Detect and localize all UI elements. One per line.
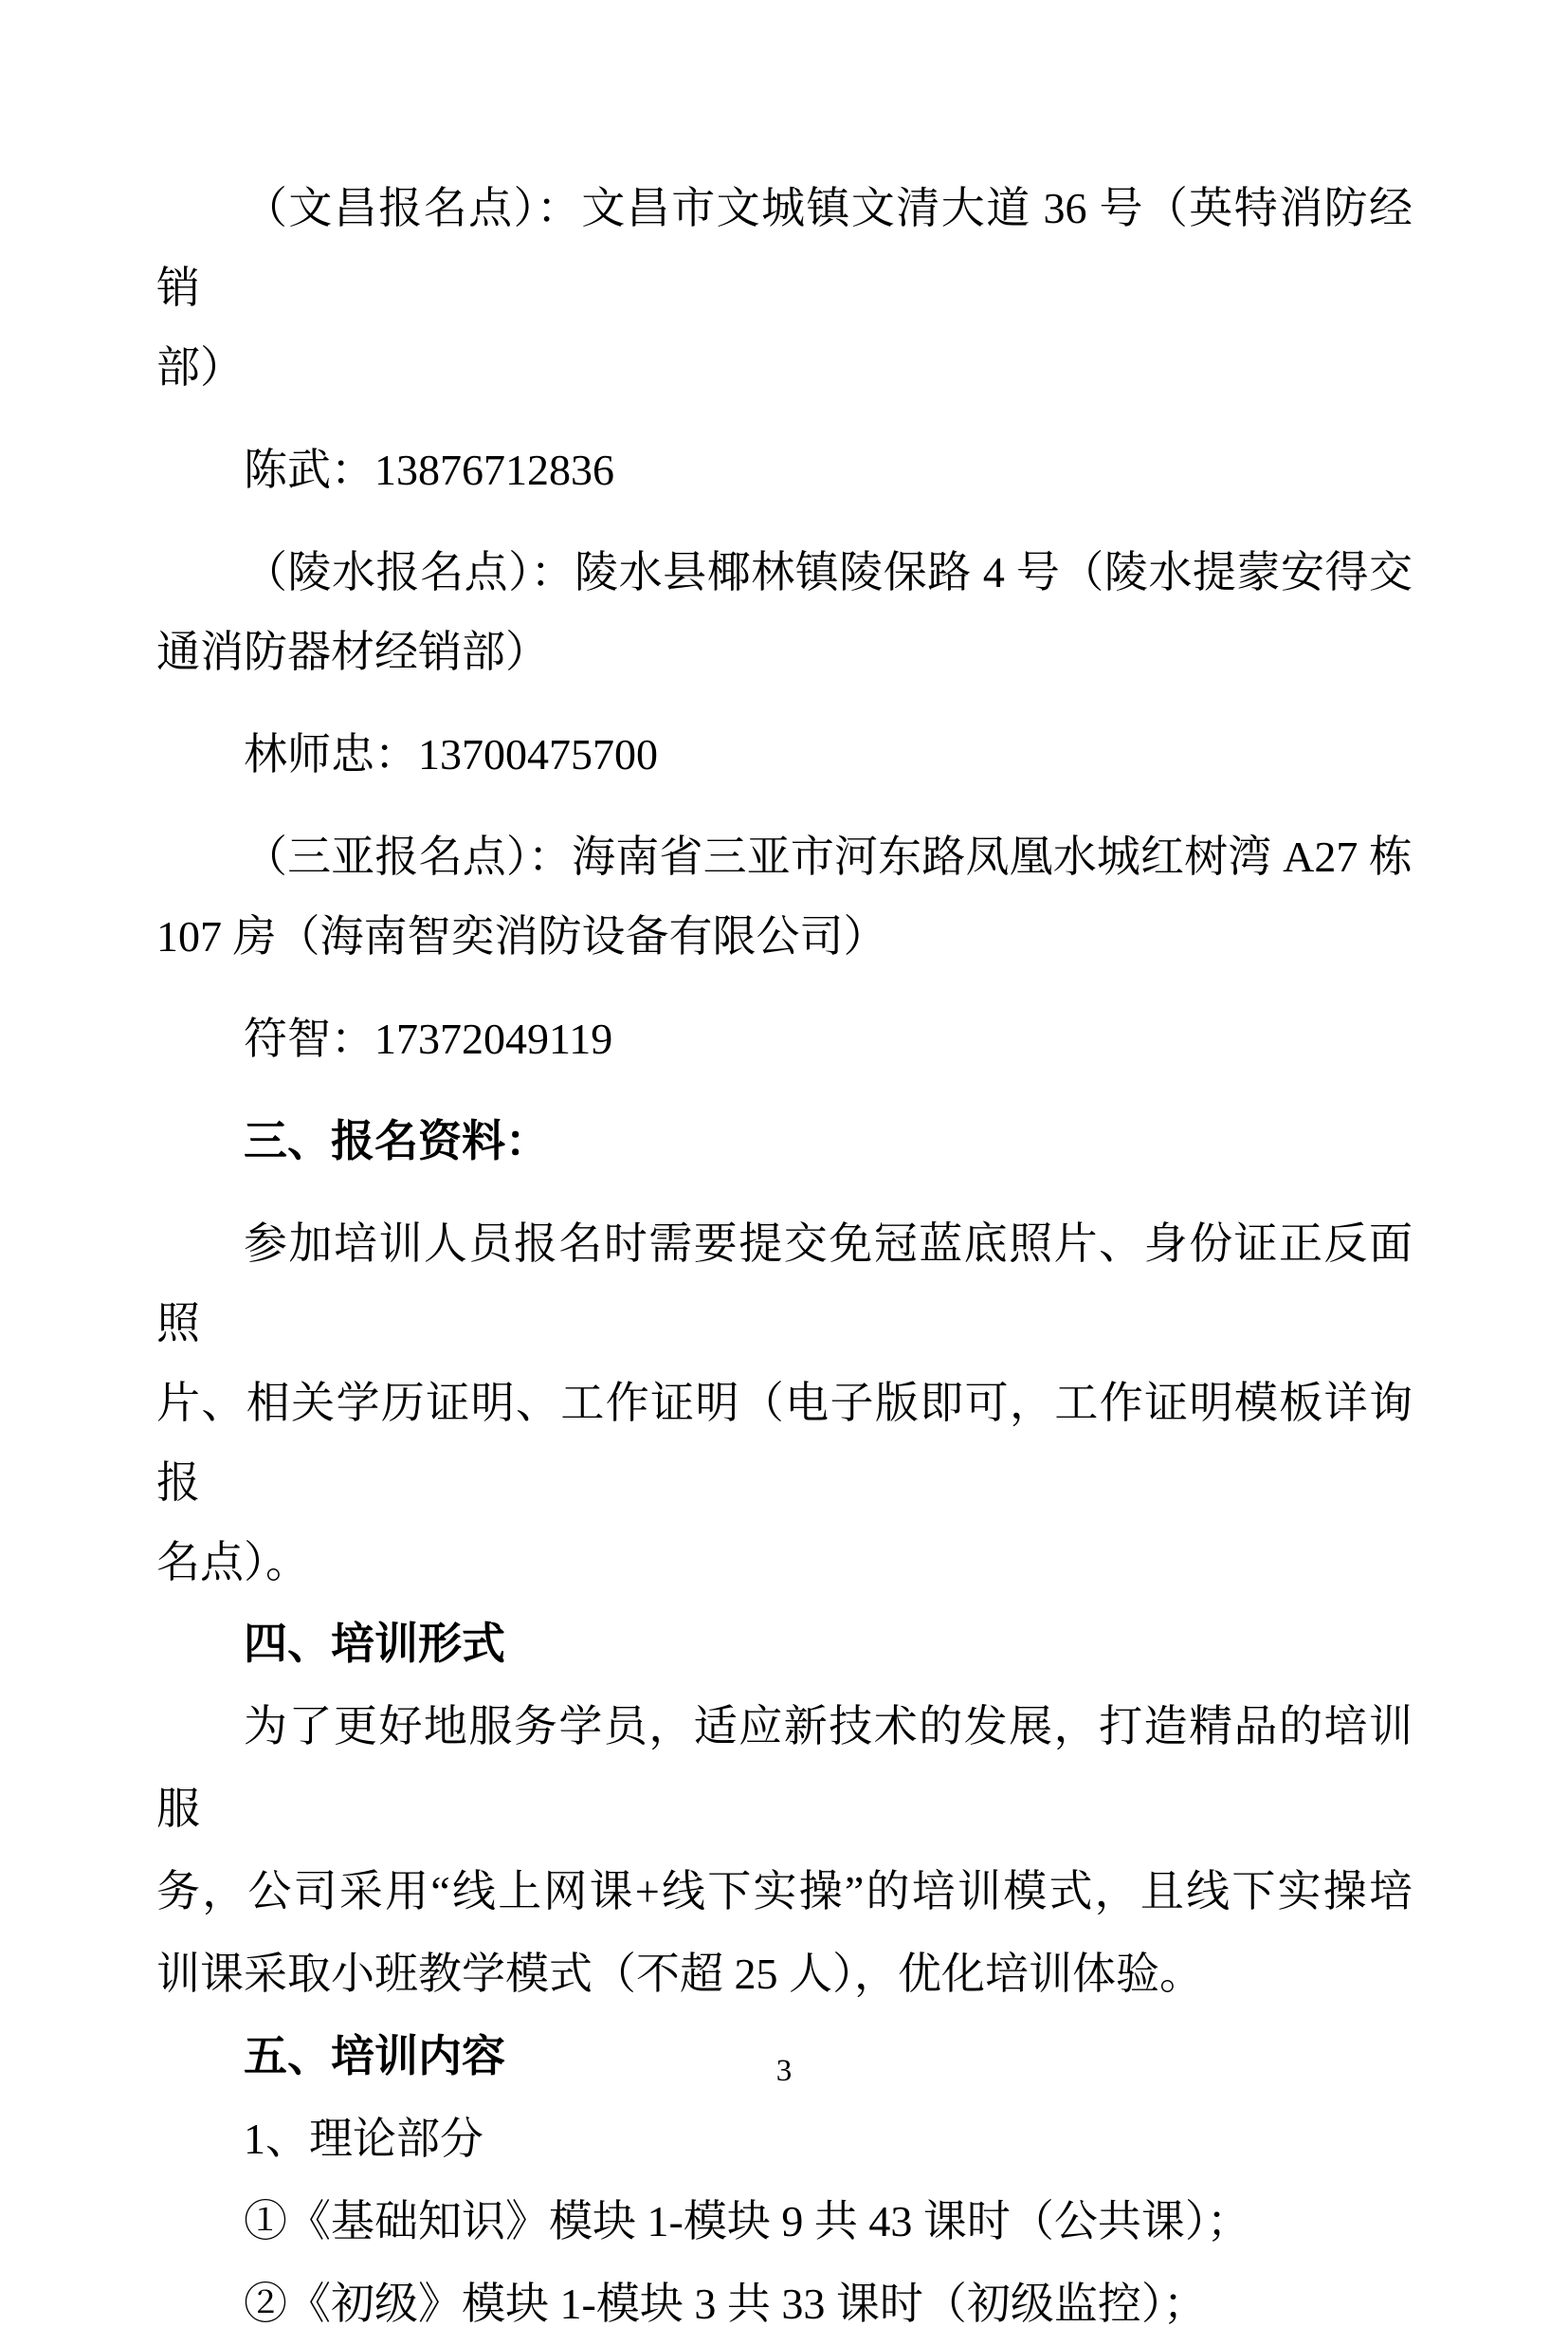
paragraph-sanya-contact <box>156 999 1413 1079</box>
registration-materials-line-3: 名点）。 <box>156 1538 309 1586</box>
registration-materials-line-2: 片、相关学历证明、工作证明（电子版即可，工作证明模板详询报 <box>156 1379 1413 1507</box>
lingshui-contact-line: 林师忠：13700475700 <box>244 730 658 779</box>
training-content-item-2: ②《初级》模块 1-模块 3 共 33 课时（初级监控）； <box>244 2280 1207 2328</box>
paragraph-theory-item-1 <box>156 2180 1413 2263</box>
sanya-address-line-1: （三亚报名点）：海南省三亚市河东路凤凰水城红树湾 A27 栋 <box>244 833 1413 881</box>
training-format-line-2: 务，公司采用“线上网课+线下实操”的培训模式，且线下实操培 <box>156 1867 1413 1915</box>
training-format-line-3: 训课采取小班教学模式（不超 25 人），优化培训体验。 <box>156 1950 1203 1998</box>
section-heading-training-content: 五、培训内容 <box>244 2032 505 2080</box>
training-content-theory-label: 1、理论部分 <box>244 2115 483 2163</box>
registration-materials-line-1: 参加培训人员报名时需要提交免冠蓝底照片、身份证正反面照 <box>156 1219 1413 1347</box>
paragraph-wenchang-contact <box>156 431 1413 510</box>
lingshui-address-line-2: 通消防器材经销部） <box>156 628 549 676</box>
section-training-info <box>156 1603 1413 2345</box>
lingshui-address-line-1: （陵水报名点）：陵水县椰林镇陵保路 4 号（陵水提蒙安得交 <box>244 548 1413 596</box>
paragraph-lingshui-contact <box>156 715 1413 795</box>
paragraph-wenchang-address <box>156 169 1413 408</box>
paragraph-sanya-address <box>156 817 1413 977</box>
document-body <box>156 169 1413 2345</box>
section-heading-training-format: 四、培训形式 <box>244 1620 505 1668</box>
paragraph-lingshui-address <box>156 533 1413 692</box>
training-content-item-1: ①《基础知识》模块 1-模块 9 共 43 课时（公共课）； <box>244 2197 1250 2245</box>
paragraph-heading-training-format <box>156 1603 1413 1685</box>
sanya-contact-line: 符智：17372049119 <box>244 1015 613 1063</box>
section-registration-points <box>156 169 1413 1603</box>
paragraph-theory-item-2 <box>156 2263 1413 2345</box>
paragraph-registration-materials <box>156 1204 1413 1603</box>
paragraph-training-format <box>156 1685 1413 2015</box>
section-heading-registration-materials: 三、报名资料： <box>244 1117 549 1165</box>
page-number: 3 <box>775 2054 793 2088</box>
wenchang-address-line-1: （文昌报名点）：文昌市文城镇文清大道 36 号（英特消防经销 <box>156 184 1413 312</box>
sanya-address-line-2: 107 房（海南智奕消防设备有限公司） <box>156 912 887 961</box>
wenchang-address-line-2: 部） <box>156 343 244 392</box>
training-format-line-1: 为了更好地服务学员，适应新技术的发展，打造精品的培训服 <box>156 1702 1413 1833</box>
paragraph-theory-label <box>156 2098 1413 2180</box>
wenchang-contact-line: 陈武：13876712836 <box>244 446 614 494</box>
paragraph-heading-registration-materials <box>156 1102 1413 1182</box>
